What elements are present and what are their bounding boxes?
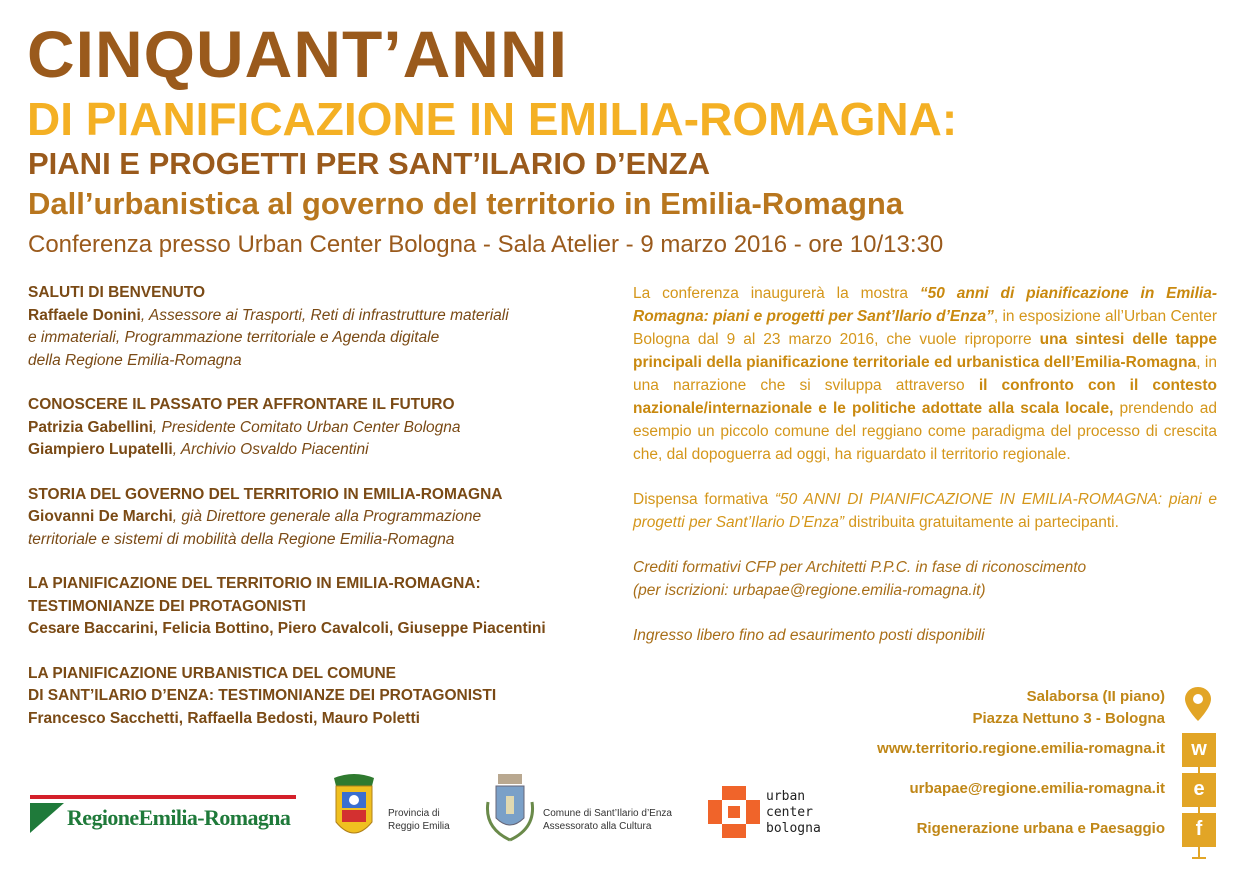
program-section xyxy=(28,663,613,731)
email-icon[interactable]: e xyxy=(1182,773,1216,819)
speaker-role: territoriale e sistemi di mobilità della Regione Emilia-Romagna xyxy=(28,530,455,548)
facebook-link[interactable]: Rigenerazione urbana e Paesaggio xyxy=(916,820,1165,837)
regione-logo xyxy=(30,795,296,833)
program-section xyxy=(28,484,613,552)
program-section xyxy=(28,394,613,462)
section-heading: TESTIMONIANZE DEI PROTAGONISTI xyxy=(28,597,306,615)
subtitle-pianificazione: DI PIANIFICAZIONE IN EMILIA-ROMAGNA: xyxy=(27,93,958,145)
email-link[interactable]: urbapae@regione.emilia-romagna.it xyxy=(909,780,1165,797)
speaker-name: Giampiero Lupatelli xyxy=(28,441,173,458)
facebook-icon[interactable]: f xyxy=(1182,813,1216,859)
program-section xyxy=(28,282,613,372)
speaker-name: Raffaele Donini xyxy=(28,306,141,324)
comune-label: Comune di Sant’Ilario d’Enza Assessorato alla Cultura xyxy=(543,808,672,832)
speaker-name: Cesare Baccarini, Felicia Bottino, Piero Cavalcoli, Giuseppe Piacentini xyxy=(28,620,546,637)
section-heading: STORIA DEL GOVERNO DEL TERRITORIO IN EMILIA-ROMAGNA xyxy=(28,485,503,503)
venue-name: Salaborsa (II piano) xyxy=(1026,688,1165,705)
speaker-role: della Regione Emilia-Romagna xyxy=(28,351,242,369)
dispensa-paragraph: Dispensa formativa “50 ANNI DI PIANIFICAZIONE IN EMILIA-ROMAGNA: piani e progetti per Sant’Ilario D’Enza” distribuita gratuitamente ai partecipanti. xyxy=(633,491,1217,531)
location-pin-icon xyxy=(1184,686,1212,727)
description xyxy=(633,282,1217,669)
entry-note: Ingresso libero fino ad esaurimento posti disponibili xyxy=(633,627,985,644)
section-heading: DI SANT’ILARIO D’ENZA: TESTIMONIANZE DEI PROTAGONISTI xyxy=(28,687,497,704)
description-paragraph: La conferenza inaugurerà la mostra “50 anni di pianificazione in Emilia-Romagna: piani e progetti per Sant’Ilario d’Enza”, in esposizione all’Urban Center Bologna dal 9 al 23 marzo 2016, che vuole riproporre una sintesi delle tappe principali della pianificazione territoriale ed urbanistica dell’Emilia-Romagna, in una narrazione che si sviluppa attraverso il confronto con il contesto nazionale/internazionale e le politiche adottate alla scala locale, prendendo ad esempio un piccolo comune del reggiano come paradigma del processo di crescita che, dal dopoguerra ad oggi, ha riguardato il territorio regionale. xyxy=(633,285,1218,463)
program-list xyxy=(28,282,613,752)
venue-address: Piazza Nettuno 3 - Bologna xyxy=(972,710,1165,727)
section-heading: LA PIANIFICAZIONE URBANISTICA DEL COMUNE xyxy=(28,664,396,682)
subtitle-piani: PIANI E PROGETTI PER SANT’ILARIO D’ENZA xyxy=(28,146,711,181)
subtitle-urbanistica: Dall’urbanistica al governo del territorio in Emilia-Romagna xyxy=(28,186,904,221)
conference-info: Conferenza presso Urban Center Bologna - Sala Atelier - 9 marzo 2016 - ore 10/13:30 xyxy=(28,231,944,258)
section-heading: LA PIANIFICAZIONE DEL TERRITORIO IN EMILIA-ROMAGNA: xyxy=(28,575,481,592)
provincia-label: Provincia di Reggio Emilia xyxy=(388,808,450,832)
website-link[interactable]: www.territorio.regione.emilia-romagna.it xyxy=(877,740,1165,757)
web-icon[interactable]: w xyxy=(1182,733,1216,779)
speaker-role: , Archivio Osvaldo Piacentini xyxy=(172,441,369,458)
urban-center-logo-icon xyxy=(708,786,760,843)
speaker-name: Giovanni De Marchi xyxy=(28,508,173,525)
provincia-crest-icon xyxy=(328,772,380,853)
comune-crest-icon xyxy=(482,772,538,851)
program-section xyxy=(28,573,613,641)
section-heading: SALUTI DI BENVENUTO xyxy=(28,284,206,301)
credits-paragraph: Crediti formativi CFP per Architetti P.P.C. in fase di riconoscimento (per iscrizioni: urbapae@regione.emilia-romagna.it) xyxy=(633,559,1087,599)
location xyxy=(972,686,1165,730)
speaker-role: , già Direttore generale alla Programmazione xyxy=(172,508,482,525)
regione-flag-icon xyxy=(30,803,64,833)
speaker-role: , Presidente Comitato Urban Center Bologna xyxy=(152,418,461,436)
urban-center-label: urban center bologna xyxy=(766,789,821,836)
speaker-role: , Assessore ai Trasporti, Reti di infrastrutture materiali xyxy=(140,306,509,324)
section-heading: CONOSCERE IL PASSATO PER AFFRONTARE IL FUTURO xyxy=(28,396,455,413)
speaker-name: Francesco Sacchetti, Raffaella Bedosti, Mauro Poletti xyxy=(28,709,420,727)
speaker-name: Patrizia Gabellini xyxy=(28,418,153,436)
speaker-role: e immateriali, Programmazione territoriale e Agenda digitale xyxy=(28,329,440,346)
regione-logo-text: RegioneEmilia-Romagna xyxy=(67,805,291,830)
main-title: CINQUANT’ANNI xyxy=(27,17,568,91)
